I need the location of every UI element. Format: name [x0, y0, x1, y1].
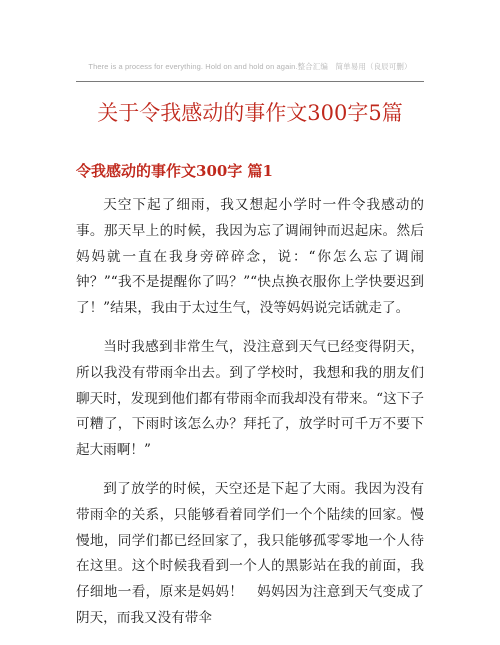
paragraph: 天空下起了细雨，我又想起小学时一件令我感动的事。那天早上的时候，我因为忘了调闹钟而迟起床。然后妈妈就一直在我身旁碎碎念，说：“你怎么忘了调闹钟？”“我不是提醒你了吗？”“快点换衣服你上学快要迟到了！”结果，我由于太过生气，没等妈妈说完话就走了。: [76, 197, 424, 317]
section-heading: 令我感动的事作文300字 篇1: [76, 162, 273, 180]
header-note: There is a process for everything. Hold on and hold on again.整合汇编 简单易用（良辰可删）: [88, 62, 412, 71]
paragraph: 当时我感到非常生气，没注意到天气已经变得阴天，所以我没有带雨伞出去。到了学校时，我想和我的朋友们聊天时，发现到他们都有带雨伞而我却没有带来。“这下子可糟了，下雨时该怎么办？拜托了，放学时可千万不要下起大雨啊！”: [76, 338, 424, 459]
header-divider: [76, 81, 424, 82]
paragraph: 到了放学的时候，天空还是下起了大雨。我因为没有带雨伞的关系，只能够看着同学们一个个陆续的回家。慢慢地，同学们都已经回家了，我只能够孤零零地一个人待在这里。这个时候我看到一个人的黑影站在我的前面，我仔细地一看，原来是妈妈！ 妈妈因为注意到天气变成了阴天，而我又没有带伞: [76, 480, 424, 626]
document-title: 关于令我感动的事作文300字5篇: [97, 101, 403, 125]
article-body: [76, 193, 424, 645]
